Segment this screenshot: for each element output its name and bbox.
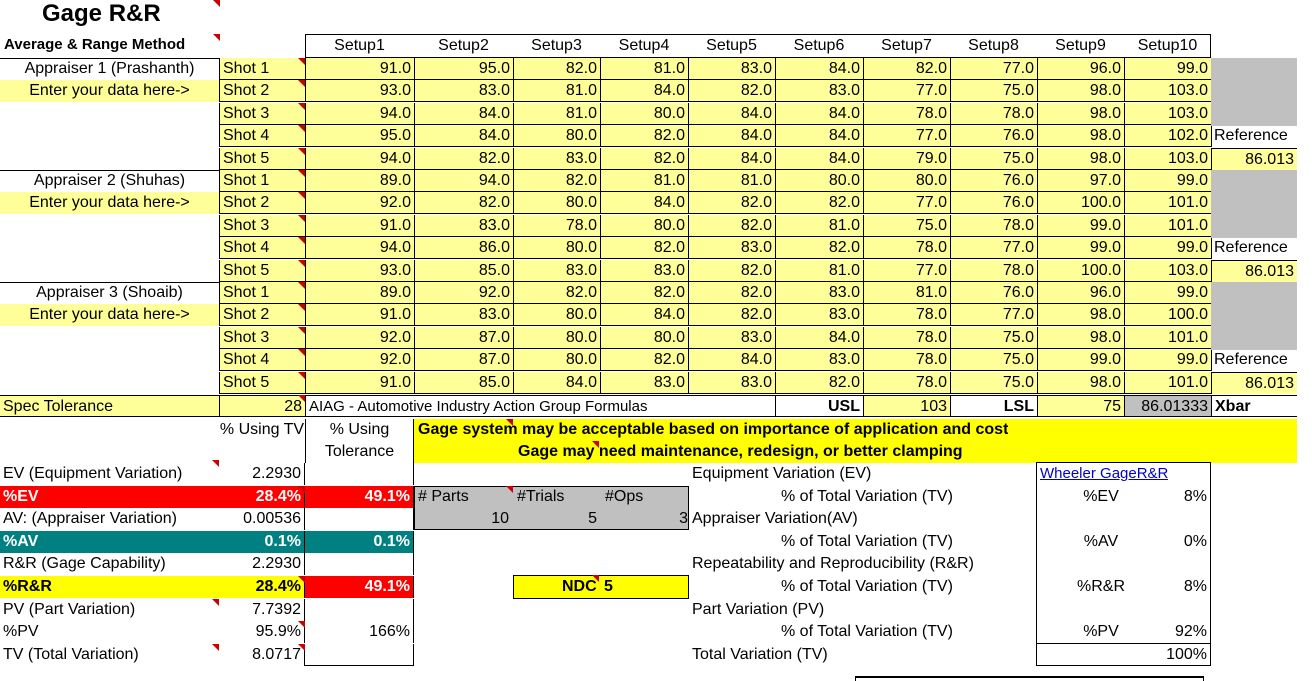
measurement-cell[interactable]: 78.0 [863, 349, 950, 371]
shot-label: Shot 4 [219, 125, 305, 147]
message-line-1: Gage system may be acceptable based on importance of application and cost [418, 421, 1009, 438]
measurement-cell[interactable]: 80.0 [513, 327, 600, 349]
measurement-cell[interactable]: 78.0 [950, 215, 1037, 237]
measurement-cell[interactable]: 84.0 [688, 349, 775, 371]
measurement-cell[interactable]: 80.0 [600, 215, 688, 237]
comment-marker[interactable] [506, 486, 513, 493]
variation-description: % of Total Variation (TV) [781, 623, 953, 640]
summary-tolerance-value [305, 599, 414, 621]
usl-value[interactable]: 103 [863, 395, 950, 417]
measurement-cell[interactable]: 99.0 [1037, 349, 1124, 371]
measurement-cell[interactable]: 75.0 [950, 80, 1037, 102]
summary-tv-value: 95.9% [219, 621, 305, 643]
measurement-cell[interactable]: 80.0 [513, 349, 600, 371]
spec-tolerance-value[interactable]: 28 [219, 395, 305, 417]
measurement-cell[interactable]: 75.0 [950, 327, 1037, 349]
measurement-cell[interactable]: 84.0 [775, 148, 863, 170]
measurement-cell[interactable]: 82.0 [600, 349, 688, 371]
wheeler-total: 100% [1166, 646, 1207, 663]
comment-marker[interactable] [298, 644, 305, 651]
measurement-cell[interactable]: 84.0 [775, 58, 863, 80]
ops-label: #Ops [605, 488, 644, 505]
ndc-box [513, 575, 689, 599]
measurement-cell[interactable]: 99.0 [1124, 349, 1211, 371]
measurement-cell[interactable]: 91.0 [305, 304, 414, 326]
comment-marker[interactable] [298, 103, 305, 110]
measurement-cell[interactable]: 91.0 [305, 372, 414, 394]
sheet-title: Gage R&R [42, 0, 161, 27]
measurement-cell[interactable]: 94.0 [305, 237, 414, 259]
measurement-cell[interactable]: 82.0 [863, 58, 950, 80]
measurement-cell[interactable]: 84.0 [600, 304, 688, 326]
measurement-cell[interactable]: 83.0 [688, 237, 775, 259]
reference-label: Reference [1214, 239, 1288, 256]
reference-value: 86.013 [1211, 260, 1297, 282]
measurement-cell[interactable]: 82.0 [775, 372, 863, 394]
trials-value[interactable]: 5 [588, 510, 597, 527]
measurement-cell[interactable]: 76.0 [950, 192, 1037, 214]
summary-tv-value: 28.4% [219, 486, 305, 508]
summary-label: %EV [0, 486, 219, 508]
measurement-cell[interactable]: 103.0 [1124, 260, 1211, 282]
measurement-cell[interactable]: 78.0 [863, 103, 950, 125]
variation-description: Total Variation (TV) [692, 646, 828, 663]
reference-value: 86.013 [1211, 148, 1297, 170]
comment-marker[interactable] [298, 215, 305, 222]
measurement-cell[interactable]: 81.0 [513, 80, 600, 102]
reference-label: Reference [1214, 351, 1288, 368]
measurement-cell[interactable]: 78.0 [950, 260, 1037, 282]
measurement-cell[interactable]: 77.0 [863, 192, 950, 214]
wheeler-metric-value: 8% [1183, 578, 1207, 595]
shot-label: Shot 1 [219, 170, 305, 192]
measurement-cell[interactable]: 84.0 [775, 125, 863, 147]
measurement-cell[interactable]: 84.0 [600, 80, 688, 102]
trials-label: #Trials [517, 488, 565, 505]
measurement-cell[interactable]: 82.0 [600, 237, 688, 259]
measurement-cell[interactable]: 82.0 [513, 170, 600, 192]
ops-value[interactable]: 3 [679, 510, 688, 527]
measurement-cell[interactable]: 75.0 [950, 349, 1037, 371]
measurement-cell[interactable]: 82.0 [600, 125, 688, 147]
measurement-cell[interactable]: 84.0 [513, 372, 600, 394]
measurement-cell[interactable]: 76.0 [950, 282, 1037, 304]
measurement-cell[interactable]: 84.0 [414, 125, 513, 147]
measurement-cell[interactable]: 84.0 [600, 192, 688, 214]
variation-description: Equipment Variation (EV) [692, 465, 872, 482]
bottom-chart-frame [855, 676, 1204, 681]
measurement-cell[interactable]: 101.0 [1124, 215, 1211, 237]
measurement-cell[interactable]: 99.0 [1037, 215, 1124, 237]
comment-marker[interactable] [298, 395, 305, 402]
shot-label: Shot 5 [219, 372, 305, 394]
comment-marker[interactable] [298, 260, 305, 267]
measurement-cell[interactable]: 82.0 [688, 215, 775, 237]
measurement-cell[interactable]: 82.0 [775, 237, 863, 259]
measurement-cell[interactable]: 77.0 [863, 260, 950, 282]
variation-description: % of Total Variation (TV) [781, 578, 953, 595]
setup-header: Setup9 [1055, 37, 1106, 54]
comment-marker[interactable] [298, 576, 305, 583]
measurement-cell[interactable]: 80.0 [600, 103, 688, 125]
measurement-cell[interactable]: 89.0 [305, 170, 414, 192]
shot-label: Shot 1 [219, 282, 305, 304]
measurement-cell[interactable]: 83.0 [688, 372, 775, 394]
appraiser-name: Appraiser 3 (Shoaib) [36, 284, 183, 301]
summary-bottom-border [305, 665, 414, 666]
measurement-cell[interactable]: 84.0 [688, 125, 775, 147]
measurement-cell[interactable]: 84.0 [688, 103, 775, 125]
measurement-cell[interactable]: 98.0 [1037, 125, 1124, 147]
shot-label: Shot 4 [219, 237, 305, 259]
measurement-cell[interactable]: 83.0 [688, 58, 775, 80]
wheeler-metric-label: %R&R [1076, 578, 1125, 595]
ndc-value: 5 [604, 578, 613, 595]
summary-tolerance-value: 49.1% [305, 486, 414, 508]
measurement-cell[interactable]: 81.0 [775, 215, 863, 237]
measurement-cell[interactable]: 80.0 [513, 192, 600, 214]
wheeler-metric-value: 8% [1183, 488, 1207, 505]
summary-tv-value: 0.1% [219, 531, 305, 553]
measurement-cell[interactable]: 97.0 [1037, 170, 1124, 192]
measurement-cell[interactable]: 78.0 [513, 215, 600, 237]
measurement-cell[interactable]: 77.0 [950, 304, 1037, 326]
measurement-cell[interactable]: 95.0 [305, 125, 414, 147]
reference-gray-block [1211, 58, 1297, 126]
comment-marker[interactable] [213, 0, 220, 7]
usl-label: USL [775, 395, 863, 417]
summary-label: EV (Equipment Variation) [3, 465, 183, 482]
lsl-value[interactable]: 75 [1037, 395, 1124, 417]
measurement-cell[interactable]: 101.0 [1124, 327, 1211, 349]
shot-label: Shot 3 [219, 327, 305, 349]
measurement-cell[interactable]: 84.0 [688, 148, 775, 170]
comment-marker[interactable] [212, 644, 219, 651]
setup-header: Setup5 [706, 37, 757, 54]
measurement-cell[interactable]: 83.0 [513, 260, 600, 282]
variation-description: % of Total Variation (TV) [781, 533, 953, 550]
measurement-cell[interactable]: 82.0 [688, 192, 775, 214]
measurement-cell[interactable]: 89.0 [305, 282, 414, 304]
message-line-2: Gage may need maintenance, redesign, or better clamping [518, 443, 963, 460]
measurement-cell[interactable]: 83.0 [688, 327, 775, 349]
comment-marker[interactable] [506, 419, 513, 426]
data-entry-hint: Enter your data here-> [0, 80, 219, 102]
comment-marker[interactable] [298, 621, 305, 628]
comment-marker[interactable] [298, 170, 305, 177]
summary-tolerance-value [305, 644, 414, 666]
comment-marker[interactable] [298, 372, 305, 379]
comment-marker[interactable] [212, 460, 219, 467]
comment-marker[interactable] [592, 441, 599, 448]
measurement-cell[interactable]: 99.0 [1124, 282, 1211, 304]
measurement-cell[interactable]: 83.0 [513, 148, 600, 170]
measurement-cell[interactable]: 81.0 [513, 103, 600, 125]
variation-description: % of Total Variation (TV) [781, 488, 953, 505]
measurement-cell[interactable]: 83.0 [600, 372, 688, 394]
measurement-cell[interactable]: 83.0 [414, 215, 513, 237]
reference-gray-block [1211, 282, 1297, 350]
shot-label: Shot 2 [219, 192, 305, 214]
xbar-label: Xbar [1211, 395, 1297, 417]
measurement-cell[interactable]: 79.0 [863, 148, 950, 170]
measurement-cell[interactable]: 80.0 [513, 237, 600, 259]
summary-tolerance-value: 0.1% [305, 531, 414, 553]
summary-tv-value: 2.2930 [219, 463, 305, 485]
summary-label: %R&R [0, 576, 219, 598]
shot-label: Shot 3 [219, 215, 305, 237]
measurement-cell[interactable]: 80.0 [513, 125, 600, 147]
comment-marker[interactable] [298, 125, 305, 132]
measurement-cell[interactable]: 94.0 [305, 103, 414, 125]
shot-label: Shot 1 [219, 58, 305, 80]
comment-marker[interactable] [298, 237, 305, 244]
comment-marker[interactable] [213, 34, 220, 41]
measurement-cell[interactable]: 76.0 [950, 170, 1037, 192]
measurement-cell[interactable]: 78.0 [863, 372, 950, 394]
col-header-tolerance: % Using Tolerance [305, 419, 414, 463]
measurement-cell[interactable]: 84.0 [775, 103, 863, 125]
measurement-cell[interactable]: 94.0 [414, 170, 513, 192]
measurement-cell[interactable]: 82.0 [414, 148, 513, 170]
summary-tolerance-value [305, 553, 414, 575]
shot-label: Shot 2 [219, 80, 305, 102]
measurement-cell[interactable]: 82.0 [775, 192, 863, 214]
measurement-cell[interactable]: 101.0 [1124, 192, 1211, 214]
measurement-cell[interactable]: 81.0 [775, 260, 863, 282]
wheeler-metric-label: %PV [1083, 623, 1119, 640]
setup-header: Setup10 [1137, 37, 1198, 54]
setup-header: Setup1 [334, 37, 385, 54]
setup-header: Setup7 [881, 37, 932, 54]
comment-marker[interactable] [298, 80, 305, 87]
measurement-cell[interactable]: 82.0 [688, 260, 775, 282]
setup-header: Setup3 [531, 37, 582, 54]
measurement-cell[interactable]: 83.0 [414, 80, 513, 102]
measurement-cell[interactable]: 99.0 [1124, 58, 1211, 80]
col-header-tv: % Using TV [219, 421, 305, 438]
comment-marker[interactable] [298, 486, 305, 493]
measurement-cell[interactable]: 81.0 [600, 170, 688, 192]
measurement-cell[interactable]: 102.0 [1124, 125, 1211, 147]
shot-label: Shot 5 [219, 260, 305, 282]
measurement-cell[interactable]: 80.0 [513, 304, 600, 326]
measurement-cell[interactable]: 91.0 [305, 58, 414, 80]
summary-label: TV (Total Variation) [3, 646, 139, 663]
measurement-cell[interactable]: 98.0 [1037, 148, 1124, 170]
shot-label: Shot 2 [219, 304, 305, 326]
shot-label: Shot 5 [219, 148, 305, 170]
wheeler-metric-value: 0% [1183, 533, 1207, 550]
parts-value[interactable]: 10 [491, 510, 509, 527]
measurement-cell[interactable]: 83.0 [775, 349, 863, 371]
data-entry-hint: Enter your data here-> [0, 304, 219, 326]
measurement-cell[interactable]: 92.0 [305, 327, 414, 349]
measurement-cell[interactable]: 75.0 [950, 372, 1037, 394]
measurement-cell[interactable]: 91.0 [305, 215, 414, 237]
measurement-cell[interactable]: 99.0 [1037, 237, 1124, 259]
measurement-cell[interactable]: 103.0 [1124, 80, 1211, 102]
xbar-value: 86.01333 [1124, 395, 1211, 417]
measurement-cell[interactable]: 82.0 [513, 58, 600, 80]
variation-description: Repeatability and Reproducibility (R&R) [692, 555, 974, 572]
appraiser-name: Appraiser 1 (Prashanth) [24, 60, 195, 77]
spec-tolerance-label: Spec Tolerance [0, 395, 219, 417]
comment-marker[interactable] [298, 349, 305, 356]
setup-header: Setup4 [618, 37, 670, 54]
measurement-cell[interactable]: 98.0 [1037, 304, 1124, 326]
method-label: Average & Range Method [4, 36, 186, 53]
summary-label: PV (Part Variation) [3, 601, 136, 618]
reference-gray-block [1211, 170, 1297, 238]
measurement-cell[interactable]: 98.0 [1037, 80, 1124, 102]
measurement-cell[interactable]: 86.0 [414, 237, 513, 259]
measurement-cell[interactable]: 81.0 [600, 58, 688, 80]
summary-tolerance-value: 166% [305, 621, 414, 643]
variation-description: Appraiser Variation(AV) [692, 510, 858, 527]
wheeler-metric-label: %EV [1083, 488, 1119, 505]
measurement-cell[interactable]: 78.0 [950, 103, 1037, 125]
measurement-cell[interactable]: 103.0 [1124, 148, 1211, 170]
summary-tolerance-value: 49.1% [305, 576, 414, 598]
summary-tv-value: 0.00536 [219, 508, 305, 530]
summary-tv-value: 28.4% [219, 576, 305, 598]
measurement-cell[interactable]: 94.0 [305, 148, 414, 170]
setup-header: Setup6 [793, 37, 845, 54]
measurement-cell[interactable]: 77.0 [950, 237, 1037, 259]
measurement-cell[interactable]: 92.0 [414, 282, 513, 304]
wheeler-link[interactable]: Wheeler GageR&R [1040, 465, 1169, 482]
measurement-cell[interactable]: 96.0 [1037, 282, 1124, 304]
setup-header: Setup2 [438, 37, 489, 54]
shot-label: Shot 4 [219, 349, 305, 371]
measurement-cell[interactable]: 82.0 [688, 282, 775, 304]
comment-marker[interactable] [298, 327, 305, 334]
measurement-cell[interactable]: 82.0 [688, 304, 775, 326]
ndc-label: NDC [562, 578, 597, 595]
measurement-cell[interactable]: 99.0 [1124, 237, 1211, 259]
measurement-cell[interactable]: 77.0 [863, 80, 950, 102]
summary-tv-value: 8.0717 [219, 644, 305, 666]
measurement-cell[interactable]: 96.0 [1037, 58, 1124, 80]
summary-label: %PV [3, 623, 39, 640]
measurement-cell[interactable]: 99.0 [1124, 170, 1211, 192]
measurement-cell[interactable]: 82.0 [513, 282, 600, 304]
lsl-label: LSL [950, 395, 1037, 417]
measurement-cell[interactable]: 92.0 [305, 192, 414, 214]
summary-tv-value: 7.7392 [219, 599, 305, 621]
summary-tv-value: 2.2930 [219, 553, 305, 575]
summary-label: R&R (Gage Capability) [3, 555, 166, 572]
measurement-cell[interactable]: 95.0 [414, 58, 513, 80]
measurement-cell[interactable]: 103.0 [1124, 103, 1211, 125]
measurement-cell[interactable]: 98.0 [1037, 103, 1124, 125]
measurement-cell[interactable]: 93.0 [305, 260, 414, 282]
variation-description: Part Variation (PV) [692, 601, 825, 618]
measurement-cell[interactable]: 81.0 [688, 170, 775, 192]
measurement-cell[interactable]: 81.0 [863, 282, 950, 304]
measurement-cell[interactable]: 78.0 [863, 237, 950, 259]
appraiser-name: Appraiser 2 (Shuhas) [33, 172, 186, 189]
measurement-cell[interactable]: 75.0 [950, 148, 1037, 170]
measurement-cell[interactable]: 77.0 [950, 58, 1037, 80]
measurement-cell[interactable]: 82.0 [688, 80, 775, 102]
comment-marker[interactable] [298, 304, 305, 311]
measurement-cell[interactable]: 98.0 [1037, 372, 1124, 394]
reference-value: 86.013 [1211, 372, 1297, 394]
measurement-cell[interactable]: 100.0 [1037, 260, 1124, 282]
comment-marker[interactable] [212, 599, 219, 606]
measurement-cell[interactable]: 80.0 [775, 170, 863, 192]
comment-marker[interactable] [298, 192, 305, 199]
wheeler-metric-label: %AV [1083, 533, 1119, 550]
measurement-cell[interactable]: 82.0 [600, 282, 688, 304]
measurement-cell[interactable]: 80.0 [863, 170, 950, 192]
measurement-cell[interactable]: 87.0 [414, 349, 513, 371]
summary-label: AV: (Appraiser Variation) [3, 510, 177, 527]
measurement-cell[interactable]: 80.0 [600, 327, 688, 349]
measurement-cell[interactable]: 100.0 [1124, 304, 1211, 326]
setup-header: Setup8 [968, 37, 1019, 54]
measurement-cell[interactable]: 92.0 [305, 349, 414, 371]
measurement-cell[interactable]: 82.0 [414, 192, 513, 214]
measurement-cell[interactable]: 101.0 [1124, 372, 1211, 394]
comment-marker[interactable] [298, 58, 305, 65]
summary-tolerance-value [305, 463, 414, 485]
measurement-cell[interactable]: 84.0 [414, 103, 513, 125]
measurement-cell[interactable]: 77.0 [863, 125, 950, 147]
measurement-cell[interactable]: 87.0 [414, 327, 513, 349]
measurement-cell[interactable]: 83.0 [775, 304, 863, 326]
measurement-cell[interactable]: 83.0 [414, 304, 513, 326]
summary-tolerance-value [305, 508, 414, 530]
measurement-cell[interactable]: 78.0 [863, 304, 950, 326]
measurement-cell[interactable]: 75.0 [863, 215, 950, 237]
measurement-cell[interactable]: 100.0 [1037, 192, 1124, 214]
comment-marker[interactable] [298, 148, 305, 155]
measurement-cell[interactable]: 76.0 [950, 125, 1037, 147]
measurement-cell[interactable]: 85.0 [414, 260, 513, 282]
shot-label: Shot 3 [219, 103, 305, 125]
measurement-cell[interactable]: 85.0 [414, 372, 513, 394]
summary-label: %AV [0, 531, 219, 553]
measurement-cell[interactable]: 78.0 [863, 327, 950, 349]
data-entry-hint: Enter your data here-> [0, 192, 219, 214]
measurement-cell[interactable]: 83.0 [600, 260, 688, 282]
parts-label: # Parts [418, 488, 469, 505]
measurement-cell[interactable]: 84.0 [775, 327, 863, 349]
aiag-note: AIAG - Automotive Industry Action Group Formulas [305, 395, 775, 417]
comment-marker[interactable] [592, 575, 599, 582]
measurement-cell[interactable]: 83.0 [775, 282, 863, 304]
comment-marker[interactable] [298, 282, 305, 289]
measurement-cell[interactable]: 82.0 [600, 148, 688, 170]
reference-label: Reference [1214, 127, 1288, 144]
measurement-cell[interactable]: 83.0 [775, 80, 863, 102]
wheeler-metric-value: 92% [1174, 623, 1207, 640]
measurement-cell[interactable]: 93.0 [305, 80, 414, 102]
measurement-cell[interactable]: 98.0 [1037, 327, 1124, 349]
